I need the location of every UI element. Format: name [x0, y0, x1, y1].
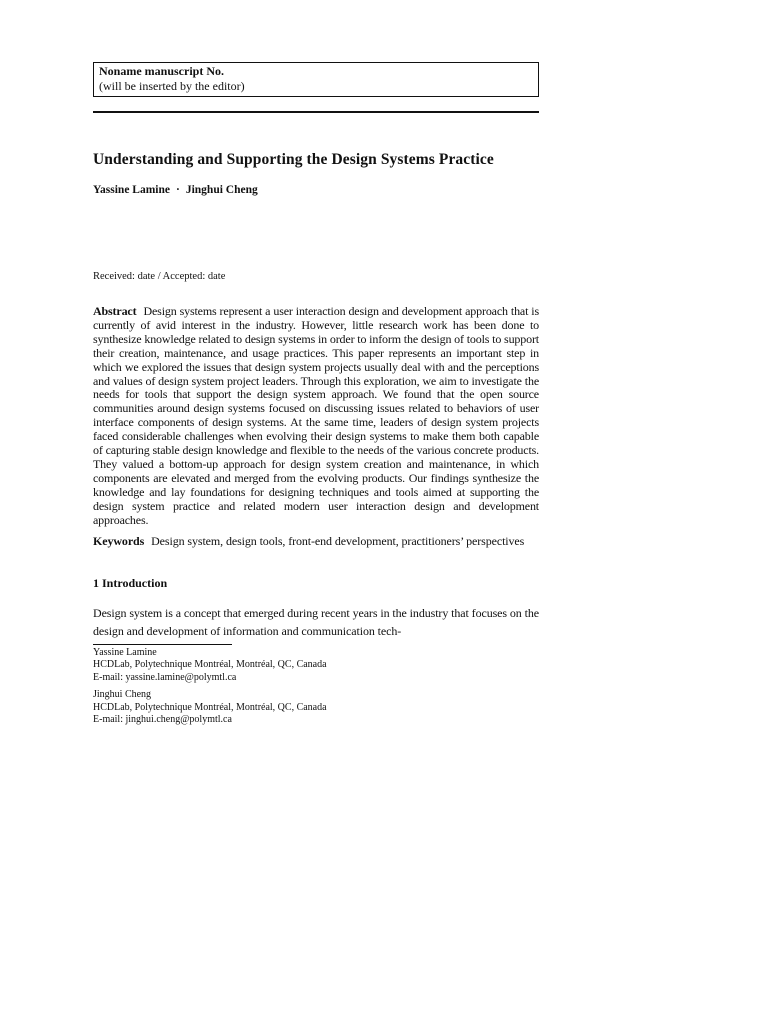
paper-title: Understanding and Supporting the Design Systems Practice: [93, 151, 494, 168]
affiliation-email: E-mail: yassine.lamine@polymtl.ca: [93, 671, 237, 683]
keywords-label: Keywords: [93, 533, 145, 548]
header-rule: [93, 111, 539, 113]
paper-page: [93, 62, 539, 727]
keywords-text: Design system, design tools, front-end development, practitioners’ perspectives: [151, 533, 525, 548]
abstract: [93, 305, 539, 528]
affiliation-institution: HCDLab, Polytechnique Montréal, Montréal, QC, Canada: [93, 659, 327, 670]
author-name: Yassine Lamine: [93, 184, 170, 196]
affiliation-name: Jinghui Cheng: [93, 689, 152, 700]
keywords: [93, 534, 539, 548]
introduction-paragraph: Design system is a concept that emerged during recent years in the industry that focuses on the design and development of information and communication tech-: [93, 605, 539, 638]
abstract-label: Abstract: [93, 304, 137, 318]
affiliation-institution: HCDLab, Polytechnique Montréal, Montréal, QC, Canada: [93, 701, 327, 713]
abstract-text: Design systems represent a user interaction design and development approach that is currently of avid interest in the industry. However, little research work has been done to synthesize knowledge related to design systems in order to inform the design of tools to support their creation, maintenance, and usage practices. This paper represents an important step in which we explored the issues that design system projects usually deal with and the perceptions and values of design system project leaders. Through this exploration, we aim to investigate the needs for tools that support the design system approach. We found that the open source communities around design systems focused on discussing issues related to behaviors of user interface components of design systems. At the same time, leaders of design system projects faced considerable challenges when evolving their design systems to make them both capable of capturing stable design knowledge and flexible to the needs of the various concrete products. They valued a bottom-up approach for design system creation and maintenance, in which components are elevated and merged from the evolving products. Our findings synthesize the knowledge and lay foundations for designing techniques and tools aimed at supporting the design system practice and related modern user interaction design and development approaches.: [93, 304, 539, 527]
manuscript-number: Noname manuscript No.: [99, 64, 224, 78]
author-name: Jinghui Cheng: [185, 184, 258, 196]
received-date: Received: date / Accepted: date: [93, 271, 226, 282]
editor-note: (will be inserted by the editor): [99, 79, 245, 93]
affiliation-block: [93, 647, 539, 685]
affiliation-email: E-mail: jinghui.cheng@polymtl.ca: [93, 714, 232, 725]
section-heading-introduction: 1 Introduction: [93, 575, 168, 590]
author-separator: ·: [176, 184, 180, 196]
footnote-rule: [93, 644, 232, 645]
manuscript-box: [93, 62, 539, 97]
affiliation-block: [93, 689, 539, 727]
author-list: [93, 183, 539, 197]
affiliation-name: Yassine Lamine: [93, 646, 157, 658]
